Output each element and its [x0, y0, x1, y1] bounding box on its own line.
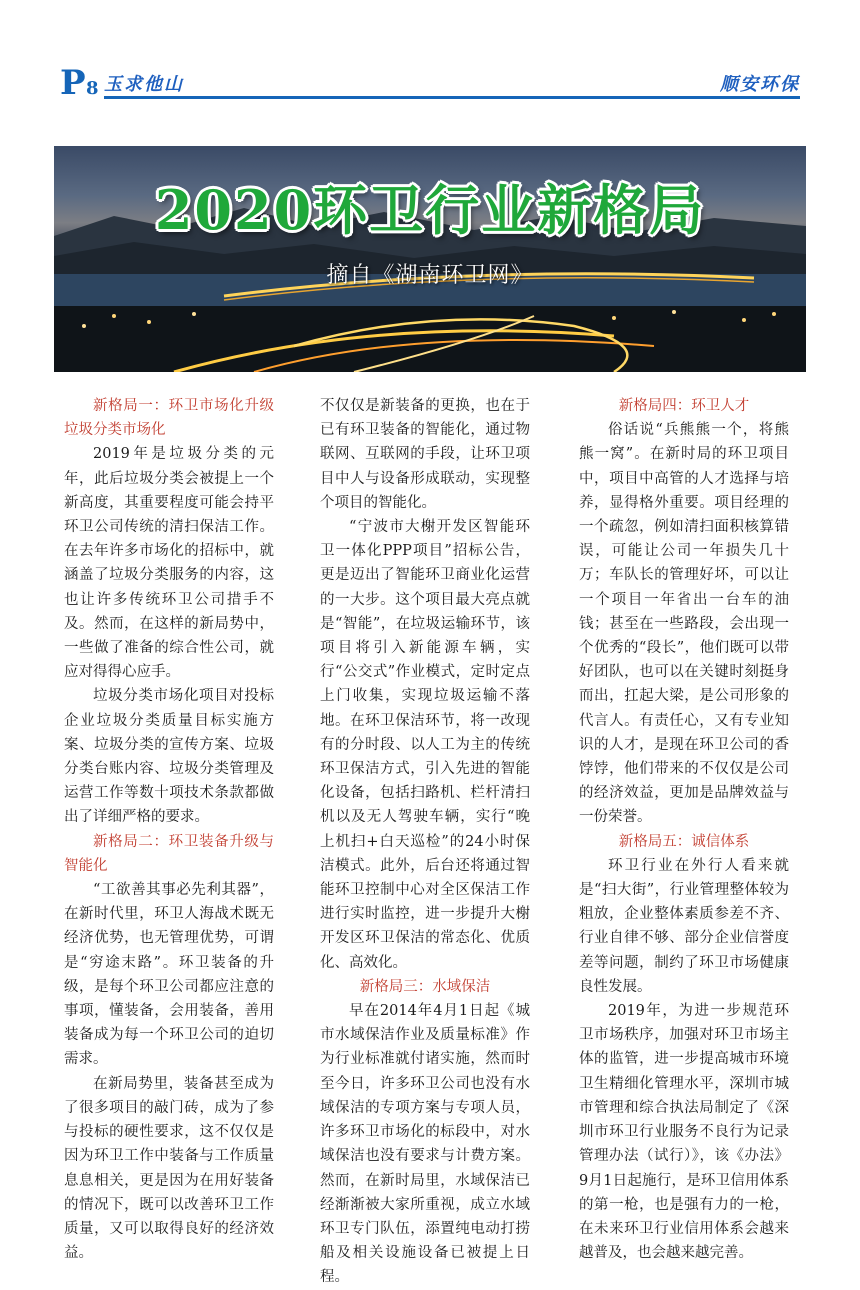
paragraph: 垃圾分类市场化项目对投标企业垃圾分类质量目标实施方案、垃圾分类的宣传方案、垃圾分类台账内容、垃圾分类管理及运营工作等数十项技术条款都做出了详细严格的要求。	[64, 688, 274, 826]
banner-title: 2020环卫行业新格局	[154, 178, 706, 242]
section-heading: 新格局一：环卫市场化升级垃圾分类市场化	[64, 398, 274, 439]
paragraph: 在新局势里，装备甚至成为了很多项目的敲门砖，成为了参与投标的硬性要求，这不仅仅是因为环卫工作中装备与工作质量息息相关，更是因为在用好装备的情况下，既可以改善环卫工作质量，又可以取得良好的经济效益。	[64, 1075, 274, 1262]
article-column-3	[579, 394, 789, 1265]
section-heading: 新格局四：环卫人才	[618, 398, 750, 414]
paragraph: 2019年是垃圾分类的元年，此后垃圾分类会被提上一个新高度，其重要程度可能会持平环卫公司传统的清扫保洁工作。在去年许多市场化的招标中，就涵盖了垃圾分类服务的内容，这也让许多传统环卫公司措手不及。然而，在这样的新局势中，一些做了准备的综合性公司，就应对得得心应手。	[64, 446, 274, 681]
section-heading: 新格局二：环卫装备升级与智能化	[64, 833, 274, 874]
section-title-right: 顺安环保	[720, 74, 800, 95]
page-letter: P	[60, 63, 86, 103]
page-header	[60, 63, 800, 103]
paragraph: 早在2014年4月1日起《城市水域保洁作业及质量标准》作为行业标准就付诸实施，然而时至今日，许多环卫公司也没有水域保洁的专项方案与专项人员，许多环卫市场化的标段中，对水域保洁也没有要求与计费方案。然而，在新时局里，水域保洁已经渐渐被大家所重视，成立水域环卫专门队伍，添置纯电动打捞船及相关设施设备已被提上日程。	[320, 1003, 530, 1286]
banner-image	[54, 146, 806, 372]
paragraph: 2019年，为进一步规范环卫市场秩序，加强对环卫市场主体的监管，进一步提高城市环境卫生精细化管理水平，深圳市城市管理和综合执法局制定了《深圳市环卫行业服务不良行为记录管理办法（试行）》，该《办法》9月1日起施行，是环卫信用体系的第一枪，也是强有力的一枪，在未来环卫行业信用体系会越来越普及，也会越来越完善。	[579, 1003, 789, 1262]
header-rule	[104, 96, 800, 99]
paragraph: 俗话说“兵熊熊一个，将熊熊一窝”。在新时局的环卫项目中，项目中高管的人才选择与培养，显得格外重要。项目经理的一个疏忽，例如清扫面积核算错误，可能让公司一年损失几十万；车队长的管理好坏，可以让一个项目一年省出一台车的油钱；甚至在一些路段，会出现一个优秀的“段长”，他们既可以带好团队，也可以在关键时刻挺身而出，扛起大梁，是公司形象的代言人。有责任心，又有专业知识的人才，是现在环卫公司的香饽饽，他们带来的不仅仅是公司的经济效益，更加是品牌效益与一份荣誉。	[579, 422, 789, 826]
section-title-left: 玉求他山	[104, 74, 184, 95]
banner-subtitle: 摘自《湖南环卫网》	[326, 263, 534, 288]
article-column-2	[320, 394, 530, 1290]
paragraph: “宁波市大榭开发区智能环卫一体化PPP项目”招标公告，更是迈出了智能环卫商业化运营的一大步。这个项目最大亮点就是“智能”，在垃圾运输环节，该项目将引入新能源车辆，实行“公交式”作业模式，定时定点上门收集，实现垃圾运输不落地。在环卫保洁环节，将一改现有的分时段、以人工为主的传统环卫保洁方式，引入先进的智能化设备，包括扫路机、栏杆清扫机以及无人驾驶车辆，实行“晚上机扫+白天巡检”的24小时保洁模式。此外，后台还将通过智能环卫控制中心对全区保洁工作进行实时监控，进一步提升大榭开发区环卫保洁的常态化、优质化、高效化。	[320, 519, 530, 971]
section-heading: 新格局三：水域保洁	[359, 978, 491, 995]
section-heading: 新格局五：诚信体系	[618, 833, 750, 850]
page-number: 8	[86, 78, 99, 99]
article-column-1	[64, 394, 274, 1265]
paragraph: 环卫行业在外行人看来就是“扫大街”，行业管理整体较为粗放，企业整体素质参差不齐、行业自律不够、部分企业信誉度差等问题，制约了环卫市场健康良性发展。	[579, 857, 789, 995]
paragraph: 不仅仅是新装备的更换，也在于已有环卫装备的智能化，通过物联网、互联网的手段，让环卫项目中人与设备形成联动，实现整个项目的智能化。	[320, 398, 530, 511]
paragraph: “工欲善其事必先利其器”，在新时代里，环卫人海战术既无经济优势，也无管理优势，可谓是“穷途末路”。环卫装备的升级，是每个环卫公司都应注意的事项，懂装备，会用装备，善用装备成为每一个环卫公司的迫切需求。	[64, 882, 274, 1068]
